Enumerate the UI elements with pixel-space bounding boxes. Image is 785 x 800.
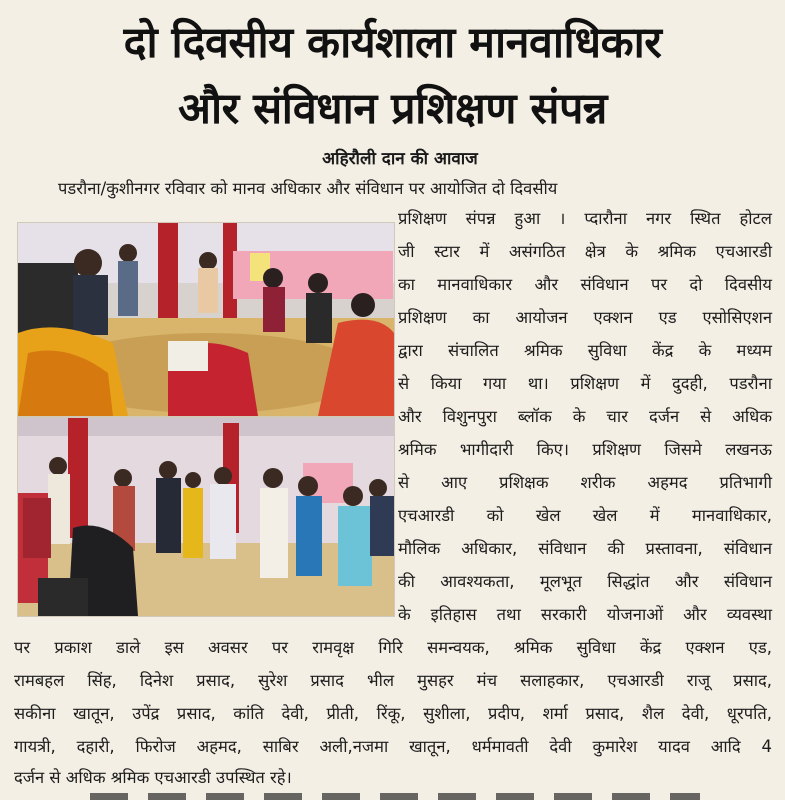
article-full-line: रामबहल सिंह, दिनेश प्रसाद, सुरेश प्रसाद भील मुसहर मंच सलाहकार, एचआरडी राजू प्रसाद, [14, 671, 772, 690]
article-lead-line: पडरौना/कुशीनगर रविवार को मानव अधिकार और संविधान पर आयोजित दो दिवसीय [58, 179, 558, 198]
article-full-line: पर प्रकाश डाले इस अवसर पर रामवृक्ष गिरि समन्वयक, श्रमिक सुविधा केंद्र एक्शन एड, [14, 638, 772, 657]
article-column-line: जी स्टार में असंगठित क्षेत्र के श्रमिक एचआरडी [398, 242, 772, 261]
headline-line-2: और संविधान प्रशिक्षण संपन्न [178, 84, 607, 134]
workshop-photo-1 [17, 222, 395, 417]
article-full-line: दर्जन से अधिक श्रमिक एचआरडी उपस्थित रहे। [14, 768, 292, 787]
article-column-line: श्रमिक भागीदारी किए। प्रशिक्षण जिसमे लखनऊ [398, 440, 772, 459]
next-headline-cropped [90, 793, 700, 800]
article-column-line: एचआरडी को खेल खेल में मानवाधिकार, [398, 506, 772, 525]
article-column-line: और विशुनपुरा ब्लॉक के चार दर्जन से अधिक [398, 407, 772, 426]
article-column-line: मौलिक अधिकार, संविधान की प्रस्तावना, संविधान [398, 539, 772, 558]
article-column-line: की आवश्यकता, मूलभूत सिद्धांत और संविधान [398, 572, 772, 591]
article-column-line: से आए प्रशिक्षक शरीक अहमद प्रतिभागी [398, 473, 772, 492]
article-column-line: के इतिहास तथा सरकारी योजनाओं और व्यवस्था [398, 605, 772, 624]
article-full-line: सकीना खातून, उपेंद्र प्रसाद, कांति देवी, प्रीती, रिंकू, सुशीला, प्रदीप, शर्मा प्रसाद, शैल देवी, धूरपति, [14, 704, 772, 723]
article-column-line: से किया गया था। प्रशिक्षण में दुदही, पडरौना [398, 374, 772, 393]
article-column-line: द्वारा संचालित श्रमिक सुविधा केंद्र के मध्यम [398, 341, 772, 360]
article-column-line: प्रशिक्षण संपन्न हुआ । प्दारौना नगर स्थित होटल [398, 209, 772, 228]
article-full-line: गायत्री, दहारी, फिरोज अहमद, साबिर अली,नजमा खातून, धर्ममावती देवी कुमारेश यादव आदि 4 [14, 737, 772, 756]
article-column-line: का मानवाधिकार और संविधान पर दो दिवसीय [398, 275, 772, 294]
article-column-line: प्रशिक्षण का आयोजन एक्शन एड एसोसिएशन [398, 308, 772, 327]
workshop-photo-2 [17, 417, 395, 617]
headline-line-1: दो दिवसीय कार्यशाला मानवाधिकार [123, 18, 662, 68]
byline: अहिरौली दान की आवाज [322, 149, 478, 169]
